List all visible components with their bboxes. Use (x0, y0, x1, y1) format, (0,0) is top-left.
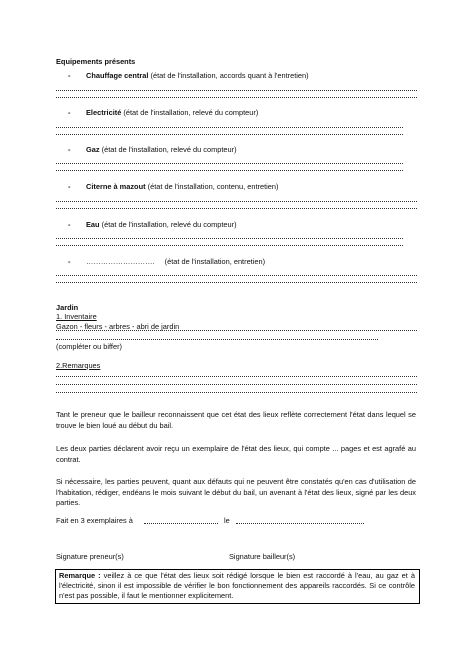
date-blank (236, 523, 364, 524)
item-eau (86, 220, 237, 229)
item-citerne (86, 182, 278, 191)
dotted-line (56, 339, 378, 340)
dotted-line (56, 127, 403, 128)
item-autre (86, 257, 265, 266)
bullet-chauffage: - (68, 71, 71, 80)
dotted-line (56, 245, 403, 246)
dotted-line (56, 275, 417, 276)
paragraph-avenant: Si nécessaire, les parties peuvent, quant aux défauts qui ne peuvent être constatés qu'en cas d'utilisation de l'habitation, rédiger, endéans le mois suivant le début du bail, un avenant à l'état des lieux, signé par les deux parties. (56, 477, 416, 507)
item-gaz (86, 145, 237, 154)
item-chauffage (86, 71, 309, 80)
item-eau-label: Eau (86, 220, 100, 229)
bullet-eau: - (68, 220, 71, 229)
bullet-electricite: - (68, 108, 71, 117)
le-label: le (224, 516, 230, 525)
dotted-line (56, 163, 403, 164)
dotted-line (56, 208, 417, 209)
bullet-autre: - (68, 257, 71, 266)
item-gaz-detail: (état de l'installation, relevé du compteur) (101, 145, 237, 154)
dotted-line (56, 392, 417, 393)
item-autre-label: ………………………. (86, 257, 155, 266)
dotted-line (56, 97, 417, 98)
equipements-heading: Equipements présents (56, 57, 136, 66)
dotted-line (56, 170, 403, 171)
dotted-line (56, 282, 417, 283)
item-gaz-label: Gaz (86, 145, 100, 154)
jardin-heading: Jardin (56, 303, 79, 312)
dotted-line (56, 134, 403, 135)
item-autre-detail: (état de l'installation, entretien) (164, 257, 266, 266)
item-electricite-label: Electricité (86, 108, 122, 117)
paragraph-exemplaire: Les deux parties déclarent avoir reçu un exemplaire de l'état des lieux, qui compte ... pages et est agrafé au contrat. (56, 444, 416, 464)
inventaire-text: Gazon - fleurs - arbres - abri de jardin (56, 322, 180, 331)
remarque-text: veillez à ce que l'état des lieux soit rédigé lorsque le bien est raccordé à l'eau, au gaz et à l'électricité, sinon il est impossible de vérifier le bon fonctionnement des appareils raccordés. Si ce contrôle n'est pas possible, il faut le mentionner explicitement. (59, 571, 415, 600)
paragraph-reconnaissance: Tant le preneur que le bailleur reconnaissent que cet état des lieux reflète correctement l'état dans lequel se trouve le bien loué au début du bail. (56, 410, 416, 430)
remarque-box (55, 569, 420, 604)
item-citerne-detail: (état de l'installation, contenu, entretien) (147, 182, 279, 191)
completer-note: (compléter ou biffer) (56, 342, 122, 351)
dotted-line (56, 330, 417, 331)
item-eau-detail: (état de l'installation, relevé du compteur) (101, 220, 237, 229)
item-chauffage-detail: (état de l'installation, accords quant à l'entretien) (150, 71, 309, 80)
dotted-line (56, 238, 403, 239)
remarques-heading: 2.Remarques (56, 361, 101, 370)
item-electricite (86, 108, 258, 117)
bullet-citerne: - (68, 182, 71, 191)
inventaire-heading: 1. Inventaire (56, 312, 97, 321)
lieu-blank (144, 523, 218, 524)
signature-preneur: Signature preneur(s) (56, 552, 124, 561)
item-chauffage-label: Chauffage central (86, 71, 149, 80)
dotted-line (56, 201, 417, 202)
item-citerne-label: Citerne à mazout (86, 182, 146, 191)
dotted-line (56, 384, 417, 385)
dotted-line (56, 376, 417, 377)
dotted-line (56, 90, 417, 91)
remarque-text-block (59, 571, 415, 601)
bullet-gaz: - (68, 145, 71, 154)
fait-en-label: Fait en 3 exemplaires à (56, 516, 133, 525)
item-electricite-detail: (état de l'installation, relevé du compteur) (123, 108, 259, 117)
signature-bailleur: Signature bailleur(s) (229, 552, 296, 561)
remarque-label: Remarque : (59, 571, 101, 580)
